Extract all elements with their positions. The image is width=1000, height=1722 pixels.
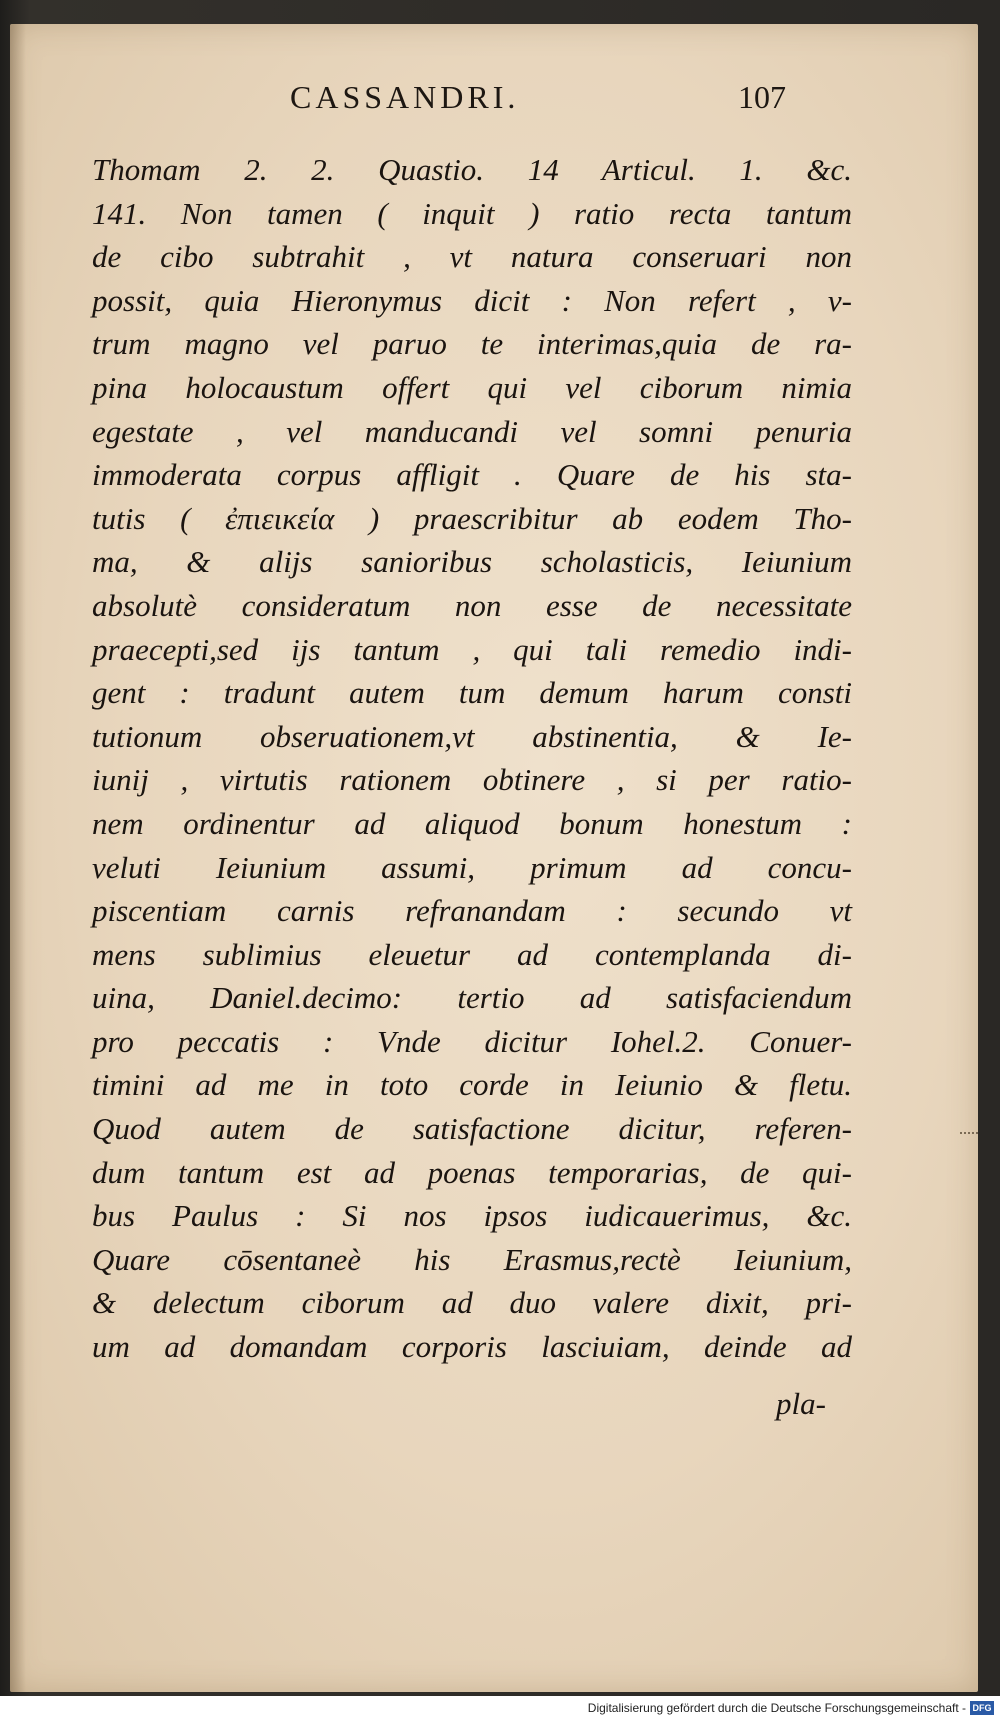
text-line: um ad domandam corporis lasciuiam, deinde ad [92, 1329, 852, 1365]
text-line: 141. Non tamen ( inquit ) ratio recta tantum [92, 195, 852, 231]
margin-mark [960, 1132, 978, 1138]
text-line: timini ad me in toto corde in Ieiunio & fletu. [92, 1067, 852, 1103]
text-line: immoderata corpus affligit . Quare de his sta- [92, 457, 852, 493]
text-line: absolutè consideratum non esse de necessitate [92, 587, 852, 623]
page-number: 107 [738, 79, 786, 115]
text-line: bus Paulus : Si nos ipsos iudicauerimus, &c. [92, 1198, 852, 1234]
text-line: iunij , virtutis rationem obtinere , si per ratio- [92, 762, 852, 798]
book-page [10, 24, 978, 1692]
page-gutter-shadow [10, 24, 26, 1692]
text-line: pina holocaustum offert qui vel ciborum nimia [92, 369, 852, 405]
text-line: tutis ( ἐπιεικεία ) praescribitur ab eodem Tho- [92, 500, 852, 536]
digitization-footer [0, 1696, 1000, 1722]
dfg-logo-icon: DFG [970, 1701, 994, 1715]
catchword: pla- [776, 1386, 826, 1421]
text-line: ma, & alijs sanioribus scholasticis, Ieiunium [92, 544, 852, 580]
text-line: egestate , vel manducandi vel somni penuria [92, 413, 852, 449]
text-line: pro peccatis : Vnde dicitur Iohel.2. Conuer- [92, 1023, 852, 1059]
text-line: piscentiam carnis refranandam : secundo vt [92, 893, 852, 929]
text-line: praecepti,sed ijs tantum , qui tali remedio indi- [92, 631, 852, 667]
text-line: Quod autem de satisfactione dicitur, referen- [92, 1111, 852, 1147]
running-head-title: CASSANDRI. [290, 79, 520, 115]
text-line: mens sublimius eleuetur ad contemplanda di- [92, 936, 852, 972]
text-line: Thomam 2. 2. Quastio. 14 Articul. 1. &c. [92, 152, 852, 187]
text-line: dum tantum est ad poenas temporarias, de qui- [92, 1154, 852, 1190]
footer-credit: Digitalisierung gefördert durch die Deutsche Forschungsgemeinschaft - [587, 1701, 966, 1715]
text-line: nem ordinentur ad aliquod bonum honestum : [92, 805, 852, 841]
text-line: tutionum obseruationem,vt abstinentia, & Ie- [92, 718, 852, 754]
text-line: trum magno vel paruo te interimas,quia de ra- [92, 326, 852, 362]
body-text [92, 148, 852, 1369]
running-head [10, 79, 978, 139]
text-line: possit, quia Hieronymus dicit : Non refert , v- [92, 282, 852, 318]
text-line: uina, Daniel.decimo: tertio ad satisfaciendum [92, 980, 852, 1016]
text-line: veluti Ieiunium assumi, primum ad concu- [92, 849, 852, 885]
text-line: de cibo subtrahit , vt natura conseruari non [92, 239, 852, 275]
text-line: Quare cōsentaneè his Erasmus,rectè Ieiunium, [92, 1241, 852, 1277]
text-line: & delectum ciborum ad duo valere dixit, pri- [92, 1285, 852, 1321]
text-line: gent : tradunt autem tum demum harum consti [92, 675, 852, 711]
